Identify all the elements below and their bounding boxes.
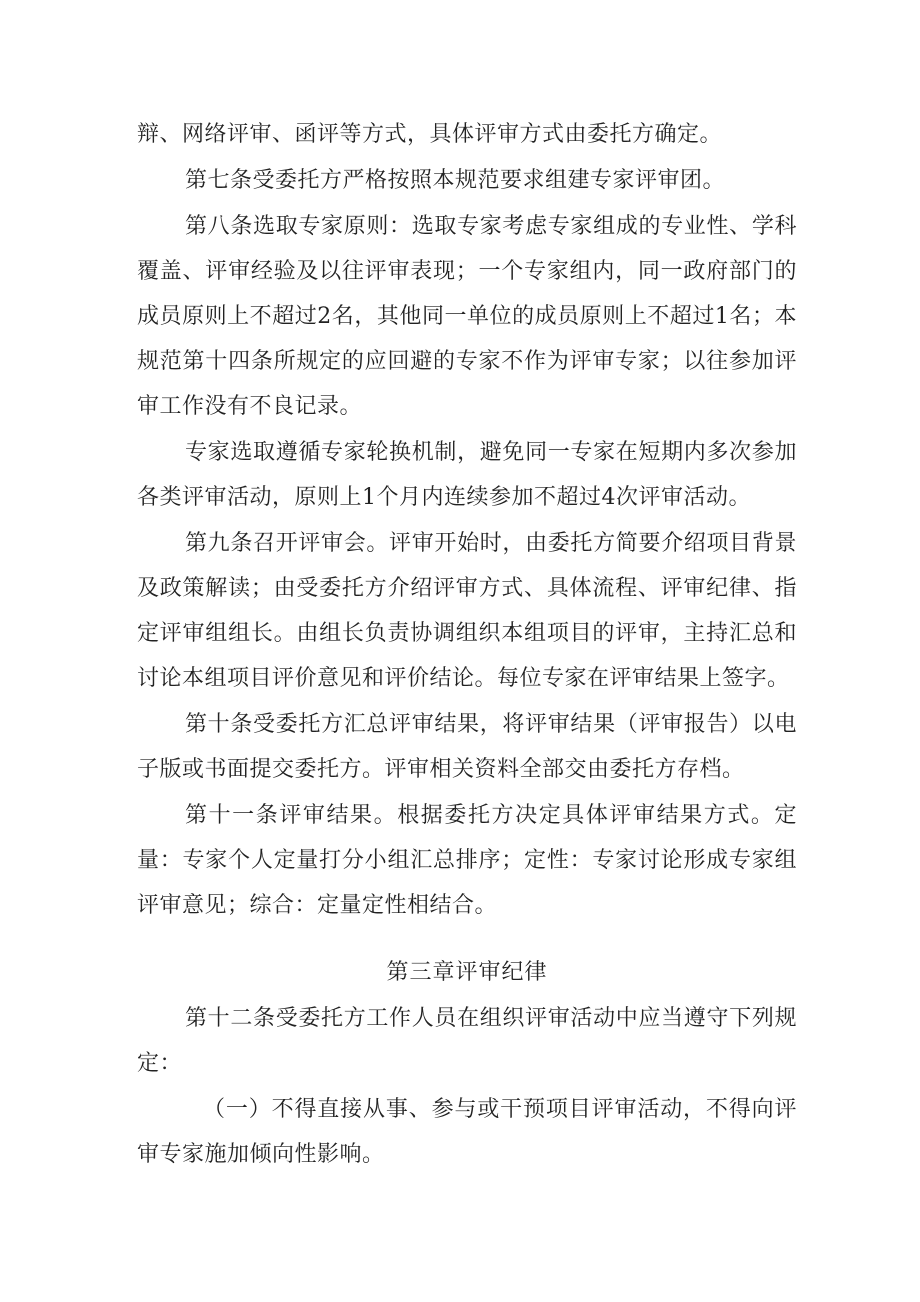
paragraph-article-11: 第十一条评审结果。根据委托方决定具体评审结果方式。定量：专家个人定量打分小组汇总排序；定性：专家讨论形成专家组评审意见；综合：定量定性相结合。 <box>137 803 797 918</box>
paragraph-continuation: 辩、网络评审、函评等方式，具体评审方式由委托方确定。 <box>137 122 723 147</box>
paragraph-article-12: 第十二条受委托方工作人员在组织评审活动中应当遵守下列规定： <box>137 1006 797 1076</box>
document-body <box>137 112 797 1178</box>
chapter-heading: 第三章评审纪律 <box>386 960 548 985</box>
paragraph-expert-rotation: 专家选取遵循专家轮换机制，避免同一专家在短期内多次参加各类评审活动，原则上1个月内连续参加不超过4次评审活动。 <box>137 440 797 510</box>
paragraph-article-7: 第七条受委托方严格按照本规范要求组建专家评审团。 <box>185 168 726 193</box>
paragraph-article-10: 第十条受委托方汇总评审结果，将评审结果（评审报告）以电子版或书面提交委托方。评审相关资料全部交由委托方存档。 <box>137 712 797 782</box>
paragraph-article-8: 第八条选取专家原则：选取专家考虑专家组成的专业性、学科覆盖、评审经验及以往评审表现；一个专家组内，同一政府部门的成员原则上不超过2名，其他同一单位的成员原则上不超过1名；本规范第十四条所规定的应回避的专家不作为评审专家；以往参加评审工作没有不良记录。 <box>137 214 797 419</box>
paragraph-article-9: 第九条召开评审会。评审开始时，由委托方简要介绍项目背景及政策解读；由受委托方介绍评审方式、具体流程、评审纪律、指定评审组组长。由组长负责协调组织本组项目的评审，主持汇总和讨论本组项目评价意见和评价结论。每位专家在评审结果上签字。 <box>137 531 797 691</box>
paragraph-item-1: （一）不得直接从事、参与或干预项目评审活动，不得向评审专家施加倾向性影响。 <box>137 1097 797 1167</box>
